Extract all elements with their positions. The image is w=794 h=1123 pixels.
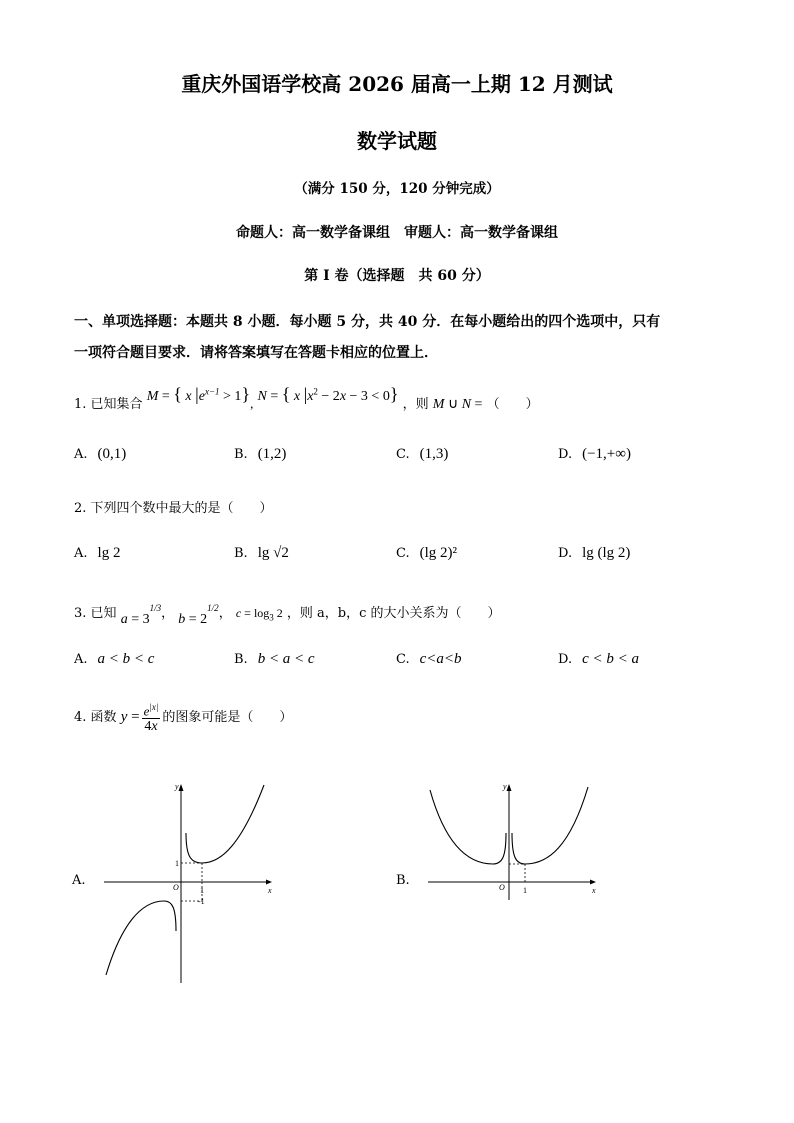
- tick-x-neg: -1: [198, 897, 205, 906]
- option-label: B.: [234, 652, 248, 667]
- option-label: B.: [234, 546, 248, 561]
- part-heading: 第 I 卷（选择题 共 60 分）: [304, 268, 490, 284]
- x-axis-label: x: [592, 886, 596, 895]
- option-label: A.: [74, 447, 88, 462]
- question-4: [74, 700, 292, 735]
- option-label: B.: [234, 447, 248, 462]
- question-3: 3. 已知 $a = 3^{1/3}$， $b = 2^{1/2}$， $c = \log_3 2$ ，则 a，b，c 的大小关系为（ ）: [74, 603, 501, 627]
- option-value: lg √2: [257, 545, 289, 561]
- origin-label: O: [499, 883, 505, 892]
- y-axis-label: y: [503, 782, 507, 791]
- option-value: lg 2: [97, 545, 121, 561]
- tick-x-1: 1: [200, 886, 204, 895]
- option-label: C.: [396, 447, 410, 462]
- tick-y-1: 1: [175, 859, 179, 868]
- q4-suffix: 的图象可能是（ ）: [162, 710, 293, 726]
- option-value: b < a < c: [257, 651, 315, 667]
- q1-option-d[interactable]: [558, 446, 631, 463]
- q1-union-expr: M ∪ N =: [432, 397, 483, 412]
- exam-subtitle: 数学试题: [357, 129, 437, 153]
- q3-option-a[interactable]: [74, 651, 154, 668]
- q1-prefix: 1. 已知集合: [74, 397, 143, 412]
- q1-set-m: M = { x $|e^{x-1} > 1$}: [146, 384, 251, 404]
- y-axis-arrow: [507, 784, 512, 791]
- authors-line: 命题人：高一数学备课组 审题人：高一数学备课组: [236, 225, 558, 241]
- option-value: (lg 2)²: [419, 545, 458, 561]
- option-value: (1,3): [419, 446, 449, 462]
- q4-function-expr: y =: [120, 709, 140, 726]
- option-label: D.: [558, 546, 573, 561]
- curve-negative: [106, 901, 176, 975]
- section-heading-line1: 一、单项选择题：本题共 8 小题．每小题 5 分，共 40 分．在每小题给出的四个选项中，只有: [74, 314, 661, 330]
- question-2: 2. 下列四个数中最大的是（ ）: [74, 501, 273, 516]
- option-label: C.: [396, 652, 410, 667]
- q1-option-a[interactable]: [74, 446, 126, 463]
- q3-option-d[interactable]: [558, 651, 639, 668]
- curve-right: [512, 787, 588, 864]
- option-value: (1,2): [257, 446, 287, 462]
- q2-option-b[interactable]: [234, 545, 289, 562]
- q3-expr-b: $b = 2^{1/2}$: [178, 603, 219, 627]
- tick-x-1: 1: [523, 886, 527, 895]
- curve-positive: [186, 785, 264, 863]
- y-axis-arrow: [179, 784, 184, 791]
- option-value: (−1,+∞): [582, 446, 631, 462]
- q4-fraction: $\frac{e^{|x|}}{4x}$: [143, 702, 159, 735]
- option-label: D.: [558, 447, 573, 462]
- q3-option-c[interactable]: [396, 651, 462, 668]
- section-heading-line2: 一项符合题目要求．请将答案填写在答题卡相应的位置上．: [74, 345, 438, 361]
- exam-title: 重庆外国语学校高 2026 届高一上期 12 月测试: [181, 72, 613, 96]
- q1-option-c[interactable]: [396, 446, 448, 463]
- q4-prefix: 4. 函数: [74, 710, 117, 726]
- graph-a[interactable]: [96, 775, 280, 985]
- q3-option-b[interactable]: [234, 651, 315, 668]
- option-label: A.: [74, 546, 88, 561]
- option-label: C.: [396, 546, 410, 561]
- q3-expr-c: $c = \log_3 2$: [235, 606, 283, 623]
- option-value: c < b < a: [582, 651, 639, 667]
- q3-suffix: ，则 a，b，c 的大小关系为（ ）: [286, 606, 501, 621]
- score-note: （满分 150 分，120 分钟完成）: [294, 181, 500, 197]
- q2-option-a[interactable]: [74, 545, 120, 562]
- q1-set-n: N = { x $|x^2 - 2x - 3 < 0$}: [257, 384, 399, 404]
- option-label: D.: [558, 652, 573, 667]
- q2-option-c[interactable]: [396, 545, 457, 562]
- question-1: 1. 已知集合 M = { x $|e^{x-1} > 1$}, N = { x $|x^2 - 2x - 3 < 0$} ，则 M ∪ N = （ ）: [74, 384, 539, 412]
- curve-left: [430, 790, 506, 864]
- x-axis-arrow: [590, 880, 596, 885]
- graph-b[interactable]: [420, 775, 604, 905]
- origin-label: O: [173, 883, 179, 892]
- option-value: lg (lg 2): [582, 545, 631, 561]
- graph-a-label[interactable]: A.: [72, 873, 86, 888]
- q1-option-b[interactable]: [234, 446, 286, 463]
- option-value: (0,1): [97, 446, 127, 462]
- graph-b-label[interactable]: B.: [396, 873, 410, 888]
- q1-blank: （ ）: [486, 397, 539, 412]
- q3-expr-a: $a = 3^{1/3}$: [120, 603, 162, 627]
- option-label: A.: [74, 652, 88, 667]
- y-axis-label: y: [175, 782, 179, 791]
- x-axis-label: x: [268, 886, 272, 895]
- q3-prefix: 3. 已知: [74, 606, 117, 621]
- option-value: c<a<b: [419, 651, 462, 667]
- option-value: a < b < c: [97, 651, 155, 667]
- x-axis-arrow: [266, 880, 272, 885]
- q2-option-d[interactable]: [558, 545, 630, 562]
- q1-suffix: ，则: [402, 397, 429, 412]
